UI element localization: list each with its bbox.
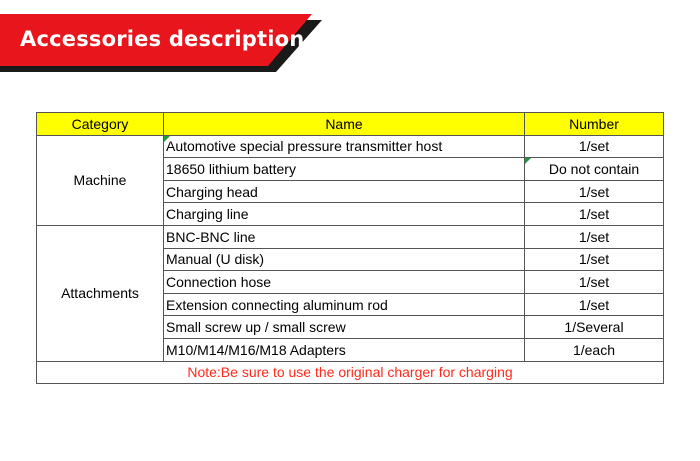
section-banner [0, 0, 700, 80]
name-cell [164, 135, 525, 158]
name-cell: 18650 lithium battery [164, 158, 525, 181]
category-cell-machine: Machine [37, 135, 164, 225]
number-cell: 1/set [525, 180, 664, 203]
number-cell: 1/set [525, 271, 664, 294]
name-cell: Charging head [164, 180, 525, 203]
number-text: Do not contain [548, 160, 640, 177]
name-cell: Connection hose [164, 271, 525, 294]
note-text: Note:Be sure to use the original charger for charging [37, 361, 664, 384]
name-cell: Small screw up / small screw [164, 316, 525, 339]
name-cell: Manual (U disk) [164, 248, 525, 271]
cell-marker [525, 158, 531, 164]
number-cell [525, 158, 664, 181]
name-cell: BNC-BNC line [164, 225, 525, 248]
name-text: Automotive special pressure transmitter host [166, 138, 443, 155]
number-cell: 1/set [525, 203, 664, 226]
name-cell: Charging line [164, 203, 525, 226]
number-cell: 1/set [525, 135, 664, 158]
header-category: Category [37, 113, 164, 136]
accessories-table [36, 112, 664, 384]
name-cell: Extension connecting aluminum rod [164, 293, 525, 316]
number-cell: 1/set [525, 225, 664, 248]
table-header-row [37, 113, 664, 136]
note-row [37, 361, 664, 384]
header-number: Number [525, 113, 664, 136]
header-name: Name [164, 113, 525, 136]
number-cell: 1/Several [525, 316, 664, 339]
cell-marker [164, 136, 170, 142]
number-cell: 1/each [525, 338, 664, 361]
number-cell: 1/set [525, 293, 664, 316]
name-cell: M10/M14/M16/M18 Adapters [164, 338, 525, 361]
table-row [37, 225, 664, 248]
category-cell-attachments: Attachments [37, 225, 164, 361]
number-cell: 1/set [525, 248, 664, 271]
table-row [37, 135, 664, 158]
banner-title: Accessories description [20, 27, 305, 51]
